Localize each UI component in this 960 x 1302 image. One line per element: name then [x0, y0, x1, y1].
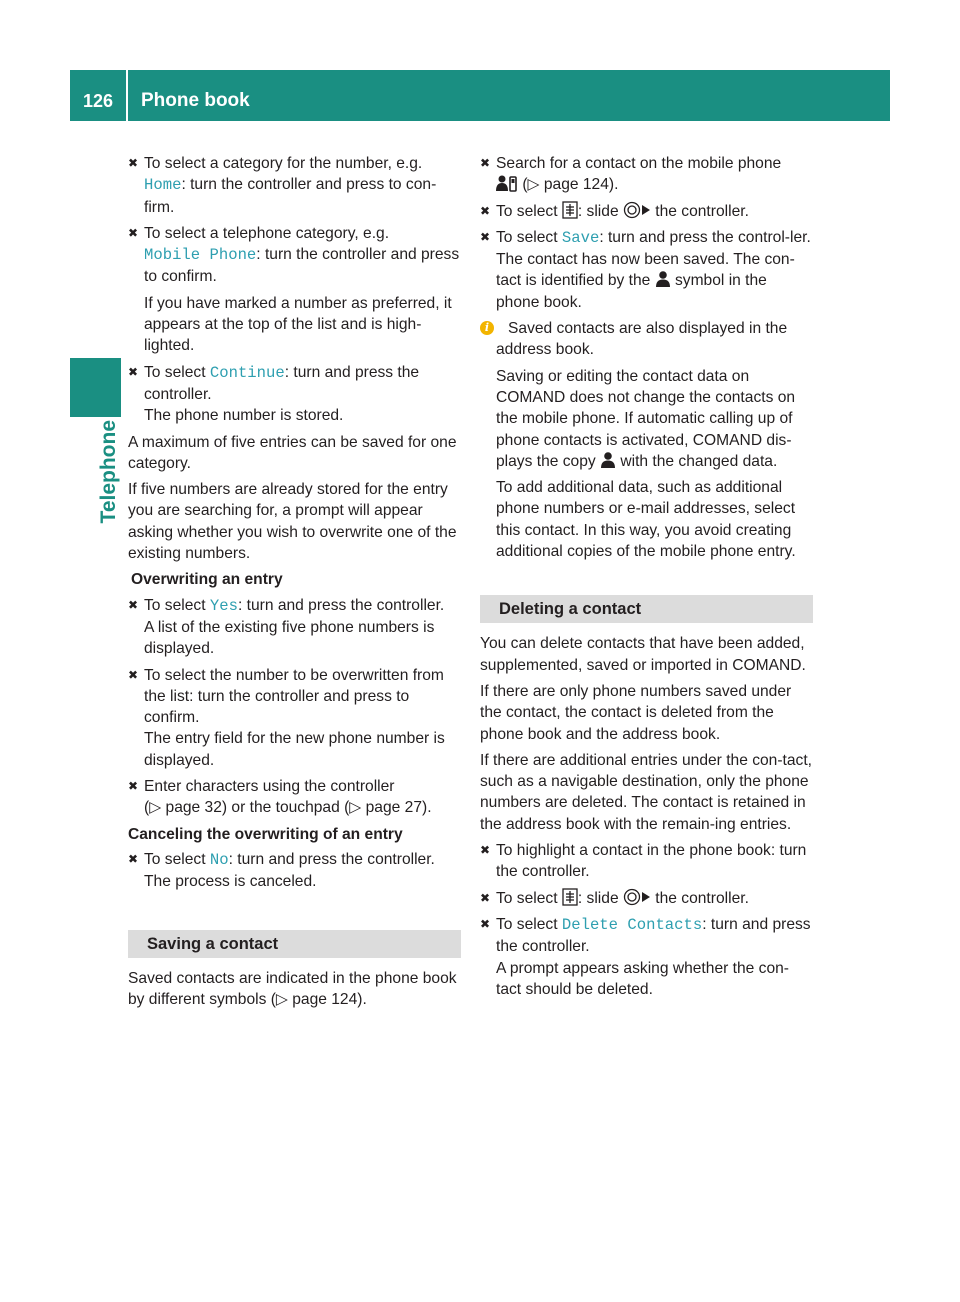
instruction-step: ✖︎ Search for a contact on the mobile phone (▷ page 124).	[480, 155, 782, 194]
step-arrow-icon: ✖︎	[480, 916, 491, 931]
page-number: 126	[82, 91, 114, 111]
ui-label-delete-contacts: Delete Contacts	[561, 915, 703, 934]
instruction-step: ✖︎ To select a telephone category, e.g. Mobile Phone: turn the controller and press to confirm. If you have marked a number as preferred, it appears at the top of the list and is high-lighted.	[128, 223, 461, 357]
paragraph: If there are only phone numbers saved under the contact, the contact is deleted from the phone book and the address book.	[480, 682, 792, 743]
contact-person-icon	[655, 270, 671, 288]
right-column	[480, 153, 813, 1005]
page-title: Phone book	[141, 90, 250, 111]
instruction-step: ✖︎ To select : slide the controller.	[480, 202, 749, 220]
instruction-step: ✖︎ To select Yes: turn and press the controller. A list of the existing five phone numbers is displayed.	[128, 596, 445, 658]
contact-person-icon	[600, 451, 616, 469]
instruction-step: ✖︎ To select Continue: turn and press the controller. The phone number is stored.	[128, 363, 420, 425]
instruction-step: ✖︎ Enter characters using the controller (▷ page 32) or the touchpad (▷ page 27).	[128, 778, 432, 817]
header-divider	[126, 70, 128, 121]
paragraph: You can delete contacts that have been added, supplemented, saved or imported in COMAND.	[480, 635, 806, 674]
subheading: Canceling the overwriting of an entry	[128, 825, 403, 843]
step-arrow-icon: ✖︎	[128, 225, 139, 240]
paragraph: Saved contacts are indicated in the phone book by different symbols (▷ page 124).	[128, 969, 457, 1008]
ui-label-home: Home	[144, 176, 182, 195]
paragraph: If five numbers are already stored for the entry you are searching for, a prompt will appear asking whether you wish to overwrite one of the existing numbers.	[128, 481, 457, 563]
chapter-tab-marker	[70, 358, 121, 417]
info-icon: i	[480, 321, 494, 335]
step-arrow-icon: ✖︎	[480, 229, 491, 244]
step-arrow-icon: ✖︎	[480, 890, 491, 905]
instruction-step: ✖︎ To select Delete Contacts: turn and press the controller. A prompt appears asking whether the con-tact should be deleted.	[480, 915, 811, 998]
mobile-phone-contact-icon	[496, 174, 518, 192]
chapter-label: Telephone	[97, 420, 120, 524]
step-detail: If you have marked a number as preferred, it appears at the top of the list and is high-lighted.	[144, 294, 452, 355]
menu-button-icon	[562, 888, 578, 906]
step-arrow-icon: ✖︎	[480, 156, 491, 170]
step-arrow-icon: ✖︎	[480, 843, 491, 858]
step-arrow-icon: ✖︎	[128, 779, 139, 794]
section-heading: Deleting a contact	[480, 595, 813, 623]
instruction-step: ✖︎ To select a category for the number, e.g. Home: turn the controller and press to con-firm.	[128, 155, 437, 216]
info-note: i Saved contacts are also displayed in the address book. Saving or editing the contact data on COMAND does not change the contacts on the mobile phone. If automatic calling up of phone contacts is activated, COMAND dis-plays the copy with the changed data. To add additional data, such as additional phone numbers or e-mail addresses, select this contact. In this way, you avoid creating additional copies of the mobile phone entry.	[480, 318, 813, 562]
ui-label-no: No	[209, 850, 229, 869]
step-arrow-icon: ✖︎	[128, 364, 139, 379]
paragraph: If there are additional entries under the con-tact, such as a navigable destination, only the phone numbers are deleted. The contact is retained in the address book with the remain-ing entries.	[480, 751, 812, 833]
menu-button-icon	[562, 201, 578, 219]
step-arrow-icon: ✖︎	[128, 156, 139, 170]
left-column	[128, 153, 461, 1015]
controller-slide-icon	[623, 201, 651, 219]
instruction-step: ✖︎ To select Save: turn and press the control-ler. The contact has now been saved. The con-tact is identified by the symbol in the phone book.	[480, 228, 811, 311]
paragraph: A maximum of five entries can be saved for one category.	[128, 433, 457, 472]
instruction-step: ✖︎ To select No: turn and press the controller. The process is canceled.	[128, 850, 435, 891]
step-arrow-icon: ✖︎	[128, 597, 139, 612]
controller-slide-icon	[623, 888, 651, 906]
instruction-step: ✖︎ To highlight a contact in the phone book: turn the controller.	[480, 842, 807, 881]
step-arrow-icon: ✖︎	[128, 851, 139, 866]
step-arrow-icon: ✖︎	[128, 667, 139, 682]
ui-label-mobile-phone: Mobile Phone	[144, 246, 257, 265]
step-arrow-icon: ✖︎	[480, 203, 491, 218]
instruction-step: ✖︎ To select the number to be overwritten from the list: turn the controller and press to confirm. The entry field for the new phone number is displayed.	[128, 666, 445, 769]
section-heading: Saving a contact	[128, 930, 461, 958]
ui-label-save: Save	[561, 228, 600, 247]
subheading: Overwriting an entry	[131, 571, 283, 589]
instruction-step: ✖︎ To select : slide the controller.	[480, 889, 749, 907]
ui-label-continue: Continue	[209, 363, 285, 382]
ui-label-yes: Yes	[209, 596, 238, 615]
